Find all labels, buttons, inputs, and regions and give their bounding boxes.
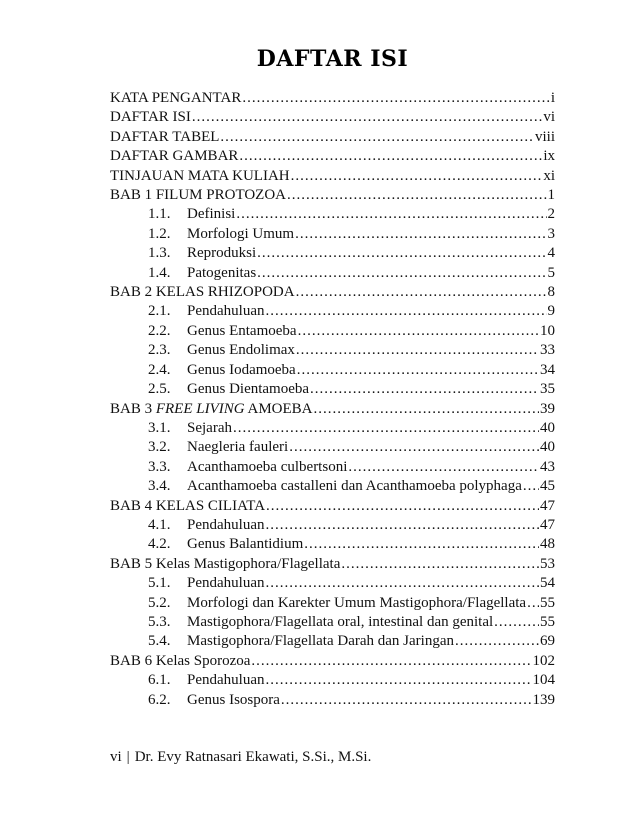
toc-entry-number: 4.2. xyxy=(148,536,171,553)
toc-entry-label: Pendahuluan xyxy=(187,672,265,689)
toc-leader-dots xyxy=(455,632,539,651)
toc-entry-label: Patogenitas xyxy=(187,264,257,281)
toc-entry-page: 104 xyxy=(532,672,555,689)
toc-leader-dots xyxy=(494,613,539,632)
toc-entry-page: 35 xyxy=(540,381,555,398)
toc-entry xyxy=(110,594,555,613)
toc-entry-page: xi xyxy=(543,167,555,184)
toc-entry xyxy=(110,400,555,419)
toc-entry-label: BAB 2 KELAS RHIZOPODA xyxy=(110,284,295,301)
toc-entry-page: 10 xyxy=(540,322,555,339)
toc-entry xyxy=(110,632,555,651)
toc-entry-page: 55 xyxy=(540,594,555,611)
toc-leader-dots xyxy=(251,652,531,671)
toc-entry xyxy=(110,477,555,496)
toc-entry-label: DAFTAR ISI xyxy=(110,109,191,126)
toc-entry xyxy=(110,419,555,438)
toc-entry-label: Naegleria fauleri xyxy=(187,439,289,456)
toc-entry-label: Acanthamoeba castalleni dan Acanthamoeba polyphaga xyxy=(187,478,522,495)
toc-leader-dots xyxy=(310,380,539,399)
toc-entry-page: 69 xyxy=(540,633,555,650)
toc-entry-number: 5.4. xyxy=(148,633,171,650)
page-title: DAFTAR ISI xyxy=(256,45,409,72)
toc-entry-page: 34 xyxy=(540,361,555,378)
toc-entry xyxy=(110,535,555,554)
toc-entry xyxy=(110,147,555,166)
toc-entry-number: 1.4. xyxy=(148,264,171,281)
toc-entry xyxy=(110,128,555,147)
toc-entry-number: 3.1. xyxy=(148,419,171,436)
toc-entry-page: 5 xyxy=(547,264,555,281)
toc-entry xyxy=(110,341,555,360)
toc-entry-label: Mastigophora/Flagellata Darah dan Jaringan xyxy=(187,633,454,650)
toc-entry-label: TINJAUAN MATA KULIAH xyxy=(110,167,290,184)
toc-entry xyxy=(110,302,555,321)
toc-entry-number: 3.4. xyxy=(148,478,171,495)
toc-leader-dots xyxy=(297,361,539,380)
toc-entry-label: BAB 6 Kelas Sporozoa xyxy=(110,652,251,669)
toc-entry xyxy=(110,438,555,457)
footer-author: Dr. Evy Ratnasari Ekawati, S.Si., M.Si. xyxy=(134,749,372,765)
toc-entry-number: 6.1. xyxy=(148,672,171,689)
toc-leader-dots xyxy=(266,497,539,516)
toc-entry-page: 102 xyxy=(532,652,555,669)
toc-leader-dots xyxy=(265,302,546,321)
toc-entry-label: Genus Balantidium xyxy=(187,536,304,553)
toc-entry-page: 4 xyxy=(547,245,555,262)
toc-entry-page: 3 xyxy=(547,225,555,242)
toc-leader-dots xyxy=(233,419,539,438)
toc-entry xyxy=(110,497,555,516)
toc-leader-dots xyxy=(291,167,543,186)
toc-entry xyxy=(110,574,555,593)
toc-entry-label: DAFTAR GAMBAR xyxy=(110,148,239,165)
toc-entry-label: Morfologi Umum xyxy=(187,225,295,242)
toc-leader-dots xyxy=(287,186,547,205)
toc-leader-dots xyxy=(236,205,546,224)
toc-entry-label: BAB 1 FILUM PROTOZOA xyxy=(110,187,286,204)
toc-entry-label: Acanthamoeba culbertsoni xyxy=(187,458,348,475)
toc-leader-dots xyxy=(265,671,531,690)
toc-leader-dots xyxy=(523,477,539,496)
toc-entry-page: 139 xyxy=(532,691,555,708)
toc-entry xyxy=(110,225,555,244)
toc-entry xyxy=(110,167,555,186)
toc-entry-label: Pendahuluan xyxy=(187,303,265,320)
toc-leader-dots xyxy=(239,147,542,166)
toc-entry-page: 48 xyxy=(540,536,555,553)
toc-entry-number: 2.2. xyxy=(148,322,171,339)
toc-entry xyxy=(110,691,555,710)
toc-entry-page: 43 xyxy=(540,458,555,475)
toc-entry-label: KATA PENGANTAR xyxy=(110,90,242,106)
toc-entry-page: 9 xyxy=(547,303,555,320)
toc-entry xyxy=(110,652,555,671)
toc-entry-number: 1.3. xyxy=(148,245,171,262)
toc-entry-label: BAB 5 Kelas Mastigophora/Flagellata xyxy=(110,555,341,572)
toc-entry-page: 2 xyxy=(547,206,555,223)
toc-leader-dots xyxy=(281,691,532,710)
toc-entry-label: DAFTAR TABEL xyxy=(110,128,220,145)
toc-leader-dots xyxy=(314,400,539,419)
toc-entry-page: 39 xyxy=(540,400,555,417)
toc-entry-page: 40 xyxy=(540,439,555,456)
toc-leader-dots xyxy=(257,244,546,263)
toc-leader-dots xyxy=(257,264,546,283)
toc-entry-number: 5.3. xyxy=(148,613,171,630)
toc-entry-page: 45 xyxy=(540,478,555,495)
toc-entry xyxy=(110,244,555,263)
toc-leader-dots xyxy=(265,516,539,535)
toc-entry-page: 8 xyxy=(547,284,555,301)
toc-entry-page: vi xyxy=(543,109,555,126)
toc-entry-number: 1.2. xyxy=(148,225,171,242)
toc-entry-number: 6.2. xyxy=(148,691,171,708)
toc-leader-dots xyxy=(265,574,539,593)
toc-leader-dots xyxy=(220,128,534,147)
toc-entry-label: Genus Entamoeba xyxy=(187,322,297,339)
toc-entry-number: 2.4. xyxy=(148,361,171,378)
toc-leader-dots xyxy=(341,555,539,574)
toc-leader-dots xyxy=(304,535,539,554)
toc-leader-dots xyxy=(296,341,539,360)
toc-entry-label: Reproduksi xyxy=(187,245,257,262)
footer-separator: | xyxy=(126,749,130,765)
toc-entry-label: BAB 4 KELAS CILIATA xyxy=(110,497,266,514)
toc-entry-number: 2.3. xyxy=(148,342,171,359)
toc-entry-label: Genus Dientamoeba xyxy=(187,381,310,398)
toc-entry-page: ix xyxy=(543,148,555,165)
toc-entry xyxy=(110,108,555,127)
toc-entry xyxy=(110,671,555,690)
toc-entry xyxy=(110,322,555,341)
toc-entry xyxy=(110,361,555,380)
toc-entry-page: i xyxy=(550,90,555,106)
toc-list xyxy=(110,89,555,710)
toc-entry xyxy=(110,613,555,632)
toc-leader-dots xyxy=(295,225,546,244)
toc-entry-number: 2.5. xyxy=(148,381,171,398)
toc-leader-dots xyxy=(527,594,539,613)
toc-entry-page: 47 xyxy=(540,497,555,514)
toc-entry-label: BAB 3 FREE LIVING AMOEBA xyxy=(110,400,313,417)
toc-entry-label: Mastigophora/Flagellata oral, intestinal dan genital xyxy=(187,613,494,630)
toc-entry-page: 47 xyxy=(540,516,555,533)
toc-entry-label: Pendahuluan xyxy=(187,516,265,533)
toc-entry-label: Genus Isospora xyxy=(187,691,280,708)
toc-leader-dots xyxy=(298,322,539,341)
toc-entry xyxy=(110,205,555,224)
toc-entry-number: 1.1. xyxy=(148,206,171,223)
toc-entry xyxy=(110,283,555,302)
toc-entry xyxy=(110,458,555,477)
toc-entry-label: Pendahuluan xyxy=(187,575,265,592)
toc-entry-number: 5.1. xyxy=(148,575,171,592)
toc-entry-label: Morfologi dan Karekter Umum Mastigophora/Flagellata xyxy=(187,594,527,611)
toc-entry-number: 2.1. xyxy=(148,303,171,320)
toc-entry-label: Genus Iodamoeba xyxy=(187,361,296,378)
toc-entry xyxy=(110,186,555,205)
toc-entry-number: 4.1. xyxy=(148,516,171,533)
toc-entry-number: 5.2. xyxy=(148,594,171,611)
toc-entry xyxy=(110,89,555,108)
toc-entry-page: 55 xyxy=(540,613,555,630)
toc-leader-dots xyxy=(296,283,547,302)
toc-entry-number: 3.3. xyxy=(148,458,171,475)
toc-entry-page: 40 xyxy=(540,419,555,436)
toc-entry-label: Sejarah xyxy=(187,419,232,436)
footer-page-number: vi xyxy=(110,749,122,765)
toc-leader-dots xyxy=(289,438,539,457)
toc-leader-dots xyxy=(242,89,549,108)
toc-entry-number: 3.2. xyxy=(148,439,171,456)
toc-entry-page: viii xyxy=(534,128,555,145)
page-footer xyxy=(110,748,371,767)
toc-entry-label: Definisi xyxy=(187,206,236,223)
toc-entry xyxy=(110,555,555,574)
toc-entry-page: 1 xyxy=(547,187,555,204)
toc-entry-label: Genus Endolimax xyxy=(187,342,295,359)
toc-entry-page: 54 xyxy=(540,575,555,592)
toc-leader-dots xyxy=(348,458,539,477)
toc-entry-page: 53 xyxy=(540,555,555,572)
toc-entry xyxy=(110,264,555,283)
toc-leader-dots xyxy=(192,108,542,127)
toc-entry xyxy=(110,516,555,535)
toc-entry-page: 33 xyxy=(540,342,555,359)
toc-entry xyxy=(110,380,555,399)
